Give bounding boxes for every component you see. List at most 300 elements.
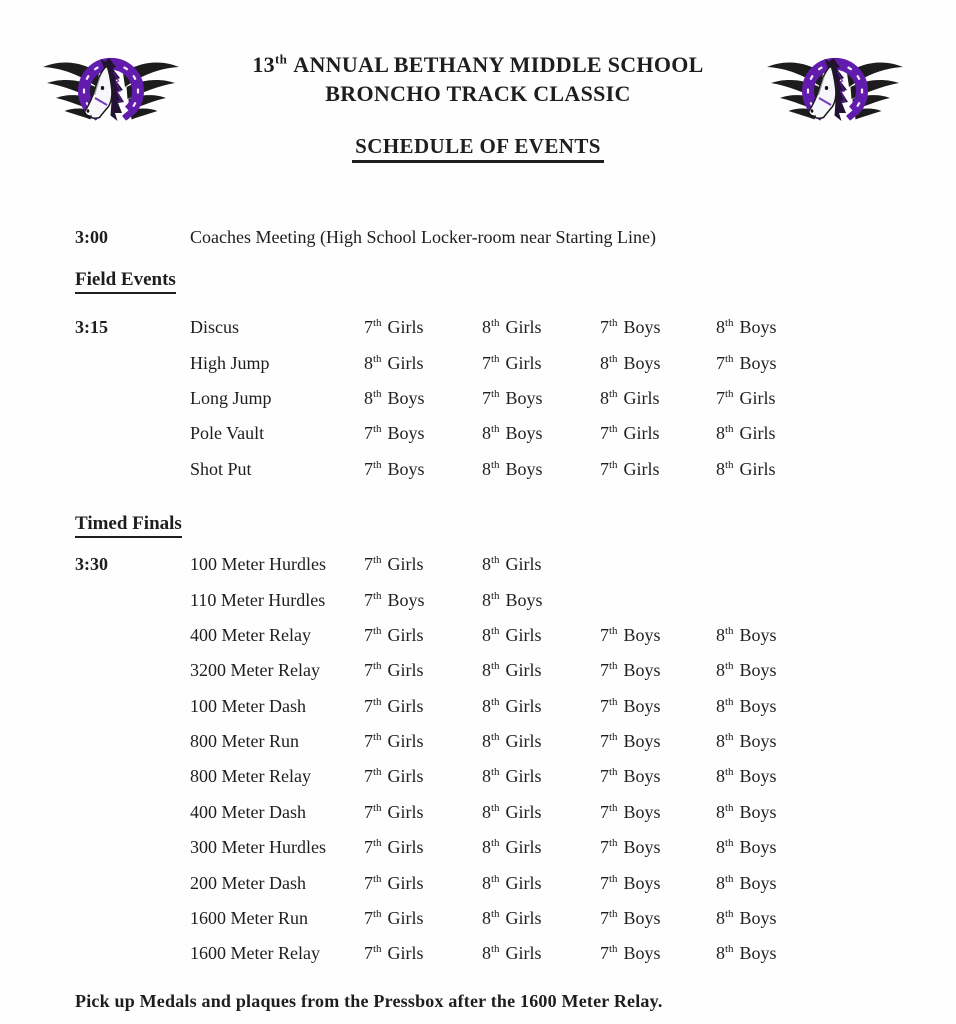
grade-number: 8 bbox=[716, 660, 725, 681]
group-label: Boys bbox=[739, 801, 777, 822]
grade-ordinal: th bbox=[725, 387, 734, 400]
group-label: Girls bbox=[505, 837, 542, 858]
entry-cell bbox=[482, 353, 600, 374]
broncho-logo-left bbox=[36, 42, 186, 142]
entry-cell bbox=[364, 317, 482, 338]
schedule-row bbox=[75, 865, 881, 900]
grade-ordinal: th bbox=[609, 766, 618, 779]
grade-ordinal: th bbox=[373, 908, 382, 921]
grade-ordinal: th bbox=[491, 554, 500, 567]
schedule-row bbox=[75, 452, 881, 487]
schedule-row bbox=[75, 759, 881, 794]
entry-cell bbox=[364, 388, 482, 409]
grade-ordinal: th bbox=[373, 695, 382, 708]
entry-cell bbox=[482, 908, 600, 929]
entry-cell bbox=[482, 802, 600, 823]
entry-cell bbox=[600, 317, 716, 338]
grade-ordinal: th bbox=[373, 872, 382, 885]
grade-number: 8 bbox=[482, 766, 491, 787]
group-label: Boys bbox=[623, 731, 661, 752]
group-label: Girls bbox=[505, 801, 542, 822]
schedule-row bbox=[75, 310, 881, 345]
schedule-row bbox=[75, 724, 881, 759]
grade-ordinal: th bbox=[373, 801, 382, 814]
entry-cell bbox=[716, 388, 881, 409]
grade-number: 8 bbox=[482, 837, 491, 858]
group-label: Girls bbox=[739, 423, 776, 444]
grade-number: 7 bbox=[364, 801, 373, 822]
entry-cell bbox=[600, 459, 716, 480]
field-events-heading-text: Field Events bbox=[75, 268, 176, 294]
grade-ordinal: th bbox=[725, 872, 734, 885]
medals-note: Pick up Medals and plaques from the Pressbox after the 1600 Meter Relay. bbox=[75, 990, 663, 1011]
grade-number: 8 bbox=[716, 423, 725, 444]
event-name: 300 Meter Hurdles bbox=[190, 837, 326, 858]
grade-number: 8 bbox=[716, 837, 725, 858]
grade-number: 7 bbox=[600, 943, 609, 964]
entry-cell bbox=[600, 802, 716, 823]
entry-cells bbox=[364, 353, 881, 374]
grade-ordinal: th bbox=[373, 837, 382, 850]
grade-ordinal: th bbox=[609, 837, 618, 850]
grade-number: 7 bbox=[600, 908, 609, 929]
grade-number: 7 bbox=[364, 943, 373, 964]
group-label: Girls bbox=[739, 387, 776, 408]
grade-ordinal: th bbox=[725, 458, 734, 471]
entry-cells bbox=[364, 554, 881, 575]
grade-ordinal: th bbox=[373, 766, 382, 779]
grade-ordinal: th bbox=[373, 458, 382, 471]
grade-ordinal: th bbox=[373, 423, 382, 436]
group-label: Boys bbox=[505, 423, 543, 444]
grade-number: 8 bbox=[716, 695, 725, 716]
broncho-logo-right bbox=[760, 42, 910, 142]
group-label: Boys bbox=[623, 908, 661, 929]
grade-ordinal: th bbox=[491, 766, 500, 779]
grade-number: 8 bbox=[716, 943, 725, 964]
grade-number: 8 bbox=[716, 731, 725, 752]
field-events-rows bbox=[75, 310, 881, 487]
entry-cell bbox=[600, 943, 716, 964]
grade-number: 8 bbox=[482, 458, 491, 479]
group-label: Girls bbox=[505, 660, 542, 681]
entry-cell bbox=[600, 837, 716, 858]
meeting-description: Coaches Meeting (High School Locker-room near Starting Line) bbox=[190, 227, 657, 247]
grade-number: 7 bbox=[364, 695, 373, 716]
grade-number: 8 bbox=[482, 731, 491, 752]
grade-number: 8 bbox=[716, 766, 725, 787]
event-name: 3200 Meter Relay bbox=[190, 660, 320, 681]
group-label: Boys bbox=[387, 458, 425, 479]
entry-cell bbox=[482, 731, 600, 752]
group-label: Boys bbox=[739, 943, 777, 964]
grade-ordinal: th bbox=[609, 801, 618, 814]
grade-ordinal: th bbox=[491, 458, 500, 471]
grade-ordinal: th bbox=[609, 317, 618, 330]
grade-ordinal: th bbox=[725, 801, 734, 814]
grade-ordinal: th bbox=[491, 908, 500, 921]
grade-ordinal: th bbox=[373, 352, 382, 365]
schedule-row bbox=[75, 795, 881, 830]
grade-number: 7 bbox=[600, 695, 609, 716]
group-label: Girls bbox=[387, 554, 424, 575]
event-name: 800 Meter Run bbox=[190, 731, 299, 752]
grade-number: 7 bbox=[482, 352, 491, 373]
entry-cells bbox=[364, 625, 881, 646]
entry-cell bbox=[600, 731, 716, 752]
group-label: Boys bbox=[505, 458, 543, 479]
schedule-row bbox=[75, 582, 881, 617]
entry-cell bbox=[364, 943, 482, 964]
grade-number: 8 bbox=[482, 660, 491, 681]
group-label: Girls bbox=[387, 624, 424, 645]
grade-number: 7 bbox=[364, 837, 373, 858]
group-label: Boys bbox=[739, 695, 777, 716]
entry-cell bbox=[600, 873, 716, 894]
group-label: Boys bbox=[623, 943, 661, 964]
grade-ordinal: th bbox=[725, 317, 734, 330]
grade-ordinal: th bbox=[491, 387, 500, 400]
entry-cells bbox=[364, 908, 881, 929]
grade-number: 8 bbox=[482, 624, 491, 645]
group-label: Boys bbox=[623, 660, 661, 681]
event-name: 100 Meter Hurdles bbox=[190, 554, 326, 575]
entry-cell bbox=[482, 873, 600, 894]
grade-ordinal: th bbox=[373, 387, 382, 400]
event-name: Long Jump bbox=[190, 387, 272, 408]
grade-ordinal: th bbox=[609, 624, 618, 637]
event-name: 110 Meter Hurdles bbox=[190, 589, 326, 610]
group-label: Girls bbox=[505, 872, 542, 893]
entry-cell bbox=[716, 943, 881, 964]
group-label: Girls bbox=[387, 872, 424, 893]
entry-cell bbox=[716, 459, 881, 480]
entry-cell bbox=[482, 943, 600, 964]
entry-cell bbox=[600, 388, 716, 409]
title-line-1-text: ANNUAL BETHANY MIDDLE SCHOOL bbox=[293, 52, 704, 77]
grade-ordinal: th bbox=[609, 943, 618, 956]
grade-number: 8 bbox=[716, 624, 725, 645]
grade-number: 7 bbox=[364, 458, 373, 479]
grade-number: 7 bbox=[600, 624, 609, 645]
grade-number: 7 bbox=[364, 908, 373, 929]
grade-number: 7 bbox=[600, 872, 609, 893]
grade-number: 8 bbox=[716, 908, 725, 929]
group-label: Girls bbox=[387, 695, 424, 716]
grade-number: 8 bbox=[482, 908, 491, 929]
row-time: 3:30 bbox=[75, 554, 108, 575]
entry-cell bbox=[364, 423, 482, 444]
grade-ordinal: th bbox=[373, 660, 382, 673]
field-events-heading bbox=[75, 268, 881, 294]
entry-cell bbox=[364, 802, 482, 823]
entry-cell bbox=[600, 766, 716, 787]
grade-number: 8 bbox=[716, 801, 725, 822]
schedule-row bbox=[75, 547, 881, 582]
grade-ordinal: th bbox=[491, 731, 500, 744]
grade-ordinal: th bbox=[491, 695, 500, 708]
group-label: Boys bbox=[505, 589, 543, 610]
grade-number: 8 bbox=[482, 317, 491, 338]
grade-ordinal: th bbox=[725, 352, 734, 365]
group-label: Boys bbox=[739, 908, 777, 929]
grade-number: 8 bbox=[600, 352, 609, 373]
grade-ordinal: th bbox=[725, 908, 734, 921]
group-label: Girls bbox=[387, 908, 424, 929]
grade-ordinal: th bbox=[725, 943, 734, 956]
grade-ordinal: th bbox=[609, 695, 618, 708]
event-name: 400 Meter Relay bbox=[190, 624, 311, 645]
grade-number: 8 bbox=[716, 458, 725, 479]
title-line-2: BRONCHO TRACK CLASSIC bbox=[325, 81, 631, 106]
grade-number: 7 bbox=[600, 731, 609, 752]
grade-number: 7 bbox=[364, 554, 373, 575]
grade-number: 8 bbox=[364, 352, 373, 373]
grade-number: 7 bbox=[364, 872, 373, 893]
group-label: Girls bbox=[505, 695, 542, 716]
grade-number: 7 bbox=[600, 660, 609, 681]
group-label: Boys bbox=[623, 766, 661, 787]
entry-cells bbox=[364, 459, 881, 480]
entry-cell bbox=[482, 388, 600, 409]
entry-cells bbox=[364, 873, 881, 894]
entry-cell bbox=[482, 766, 600, 787]
entry-cell bbox=[364, 660, 482, 681]
grade-number: 8 bbox=[600, 387, 609, 408]
group-label: Boys bbox=[623, 801, 661, 822]
entry-cell bbox=[364, 837, 482, 858]
grade-ordinal: th bbox=[609, 387, 618, 400]
grade-ordinal: th bbox=[609, 731, 618, 744]
grade-number: 7 bbox=[716, 387, 725, 408]
entry-cell bbox=[364, 766, 482, 787]
timed-finals-heading bbox=[75, 512, 881, 538]
entry-cell bbox=[716, 766, 881, 787]
grade-number: 7 bbox=[364, 423, 373, 444]
grade-ordinal: th bbox=[725, 423, 734, 436]
schedule-row bbox=[75, 830, 881, 865]
grade-ordinal: th bbox=[609, 352, 618, 365]
grade-ordinal: th bbox=[491, 589, 500, 602]
grade-number: 7 bbox=[364, 660, 373, 681]
grade-ordinal: th bbox=[725, 660, 734, 673]
event-name: Shot Put bbox=[190, 458, 252, 479]
group-label: Girls bbox=[387, 352, 424, 373]
entry-cell bbox=[600, 660, 716, 681]
schedule-row bbox=[75, 689, 881, 724]
entry-cell bbox=[716, 317, 881, 338]
entry-cell bbox=[482, 590, 600, 611]
group-label: Boys bbox=[739, 317, 777, 338]
entry-cell bbox=[482, 625, 600, 646]
title-ordinal: th bbox=[274, 51, 288, 67]
group-label: Boys bbox=[623, 837, 661, 858]
group-label: Boys bbox=[739, 766, 777, 787]
entry-cell bbox=[716, 908, 881, 929]
group-label: Boys bbox=[739, 660, 777, 681]
entry-cell bbox=[600, 353, 716, 374]
entry-cells bbox=[364, 423, 881, 444]
grade-number: 7 bbox=[364, 766, 373, 787]
entry-cell bbox=[364, 731, 482, 752]
schedule-row bbox=[75, 936, 881, 971]
group-label: Boys bbox=[739, 837, 777, 858]
entry-cells bbox=[364, 388, 881, 409]
entry-cell bbox=[716, 696, 881, 717]
grade-ordinal: th bbox=[491, 837, 500, 850]
grade-number: 7 bbox=[600, 423, 609, 444]
group-label: Girls bbox=[387, 943, 424, 964]
group-label: Boys bbox=[505, 387, 543, 408]
meeting-time: 3:00 bbox=[75, 227, 108, 247]
grade-number: 7 bbox=[600, 458, 609, 479]
entry-cell bbox=[482, 459, 600, 480]
grade-number: 7 bbox=[364, 731, 373, 752]
group-label: Girls bbox=[623, 423, 660, 444]
group-label: Boys bbox=[387, 589, 425, 610]
grade-number: 7 bbox=[364, 589, 373, 610]
group-label: Girls bbox=[387, 731, 424, 752]
entry-cell bbox=[716, 625, 881, 646]
grade-ordinal: th bbox=[609, 872, 618, 885]
grade-number: 7 bbox=[364, 317, 373, 338]
entry-cell bbox=[482, 423, 600, 444]
entry-cell bbox=[482, 554, 600, 575]
entry-cell bbox=[716, 353, 881, 374]
event-name: 200 Meter Dash bbox=[190, 872, 306, 893]
group-label: Boys bbox=[387, 387, 425, 408]
entry-cell bbox=[364, 459, 482, 480]
group-label: Girls bbox=[505, 908, 542, 929]
group-label: Boys bbox=[739, 352, 777, 373]
grade-number: 7 bbox=[482, 387, 491, 408]
grade-number: 7 bbox=[600, 766, 609, 787]
group-label: Boys bbox=[623, 695, 661, 716]
entry-cell bbox=[364, 590, 482, 611]
section-timed-finals bbox=[75, 512, 881, 972]
entry-cell bbox=[364, 696, 482, 717]
entry-cell bbox=[716, 423, 881, 444]
timed-finals-heading-text: Timed Finals bbox=[75, 512, 182, 538]
group-label: Boys bbox=[739, 731, 777, 752]
group-label: Girls bbox=[387, 660, 424, 681]
grade-number: 8 bbox=[482, 801, 491, 822]
entry-cell bbox=[482, 837, 600, 858]
group-label: Girls bbox=[505, 352, 542, 373]
schedule-row bbox=[75, 618, 881, 653]
entry-cells bbox=[364, 696, 881, 717]
entry-cell bbox=[364, 554, 482, 575]
row-time: 3:15 bbox=[75, 317, 108, 338]
grade-ordinal: th bbox=[491, 943, 500, 956]
group-label: Boys bbox=[739, 872, 777, 893]
group-label: Boys bbox=[387, 423, 425, 444]
schedule-row bbox=[75, 653, 881, 688]
grade-number: 7 bbox=[600, 837, 609, 858]
entry-cell bbox=[716, 873, 881, 894]
entry-cell bbox=[364, 908, 482, 929]
grade-number: 8 bbox=[716, 872, 725, 893]
grade-number: 8 bbox=[482, 423, 491, 444]
group-label: Boys bbox=[623, 872, 661, 893]
entry-cell bbox=[716, 837, 881, 858]
schedule-row bbox=[75, 345, 881, 380]
entry-cell bbox=[482, 660, 600, 681]
event-name: 1600 Meter Relay bbox=[190, 943, 320, 964]
entry-cells bbox=[364, 837, 881, 858]
entry-cells bbox=[364, 943, 881, 964]
timed-finals-rows bbox=[75, 547, 881, 972]
grade-ordinal: th bbox=[373, 589, 382, 602]
grade-ordinal: th bbox=[609, 908, 618, 921]
grade-ordinal: th bbox=[491, 317, 500, 330]
group-label: Girls bbox=[387, 801, 424, 822]
grade-number: 8 bbox=[482, 554, 491, 575]
grade-number: 8 bbox=[482, 872, 491, 893]
grade-ordinal: th bbox=[609, 660, 618, 673]
schedule-row bbox=[75, 416, 881, 451]
entry-cell bbox=[364, 873, 482, 894]
group-label: Boys bbox=[623, 624, 661, 645]
schedule-row bbox=[75, 901, 881, 936]
group-label: Girls bbox=[387, 317, 424, 338]
group-label: Girls bbox=[739, 458, 776, 479]
grade-ordinal: th bbox=[373, 317, 382, 330]
grade-ordinal: th bbox=[491, 660, 500, 673]
entry-cells bbox=[364, 660, 881, 681]
grade-ordinal: th bbox=[725, 695, 734, 708]
group-label: Boys bbox=[739, 624, 777, 645]
coaches-meeting-row bbox=[75, 220, 881, 255]
grade-number: 8 bbox=[482, 943, 491, 964]
group-label: Girls bbox=[623, 387, 660, 408]
grade-ordinal: th bbox=[609, 458, 618, 471]
grade-number: 7 bbox=[600, 801, 609, 822]
entry-cell bbox=[364, 625, 482, 646]
group-label: Girls bbox=[387, 766, 424, 787]
entry-cell bbox=[716, 731, 881, 752]
entry-cells bbox=[364, 802, 881, 823]
group-label: Boys bbox=[623, 317, 661, 338]
event-name: 400 Meter Dash bbox=[190, 801, 306, 822]
grade-ordinal: th bbox=[725, 837, 734, 850]
grade-ordinal: th bbox=[725, 766, 734, 779]
group-label: Girls bbox=[505, 943, 542, 964]
entry-cells bbox=[364, 766, 881, 787]
event-name: 1600 Meter Run bbox=[190, 908, 308, 929]
group-label: Girls bbox=[623, 458, 660, 479]
event-name: High Jump bbox=[190, 352, 270, 373]
entry-cells bbox=[364, 317, 881, 338]
entry-cell bbox=[716, 802, 881, 823]
grade-ordinal: th bbox=[373, 554, 382, 567]
grade-ordinal: th bbox=[491, 872, 500, 885]
entry-cell bbox=[716, 660, 881, 681]
grade-number: 7 bbox=[716, 352, 725, 373]
event-name: 800 Meter Relay bbox=[190, 766, 311, 787]
entry-cells bbox=[364, 590, 881, 611]
group-label: Girls bbox=[505, 624, 542, 645]
event-name: Discus bbox=[190, 317, 239, 338]
grade-number: 7 bbox=[600, 317, 609, 338]
event-name: 100 Meter Dash bbox=[190, 695, 306, 716]
schedule-row bbox=[75, 381, 881, 416]
grade-number: 8 bbox=[364, 387, 373, 408]
entry-cell bbox=[482, 317, 600, 338]
section-field-events bbox=[75, 268, 881, 487]
group-label: Girls bbox=[505, 317, 542, 338]
title-number: 13 bbox=[252, 52, 275, 77]
